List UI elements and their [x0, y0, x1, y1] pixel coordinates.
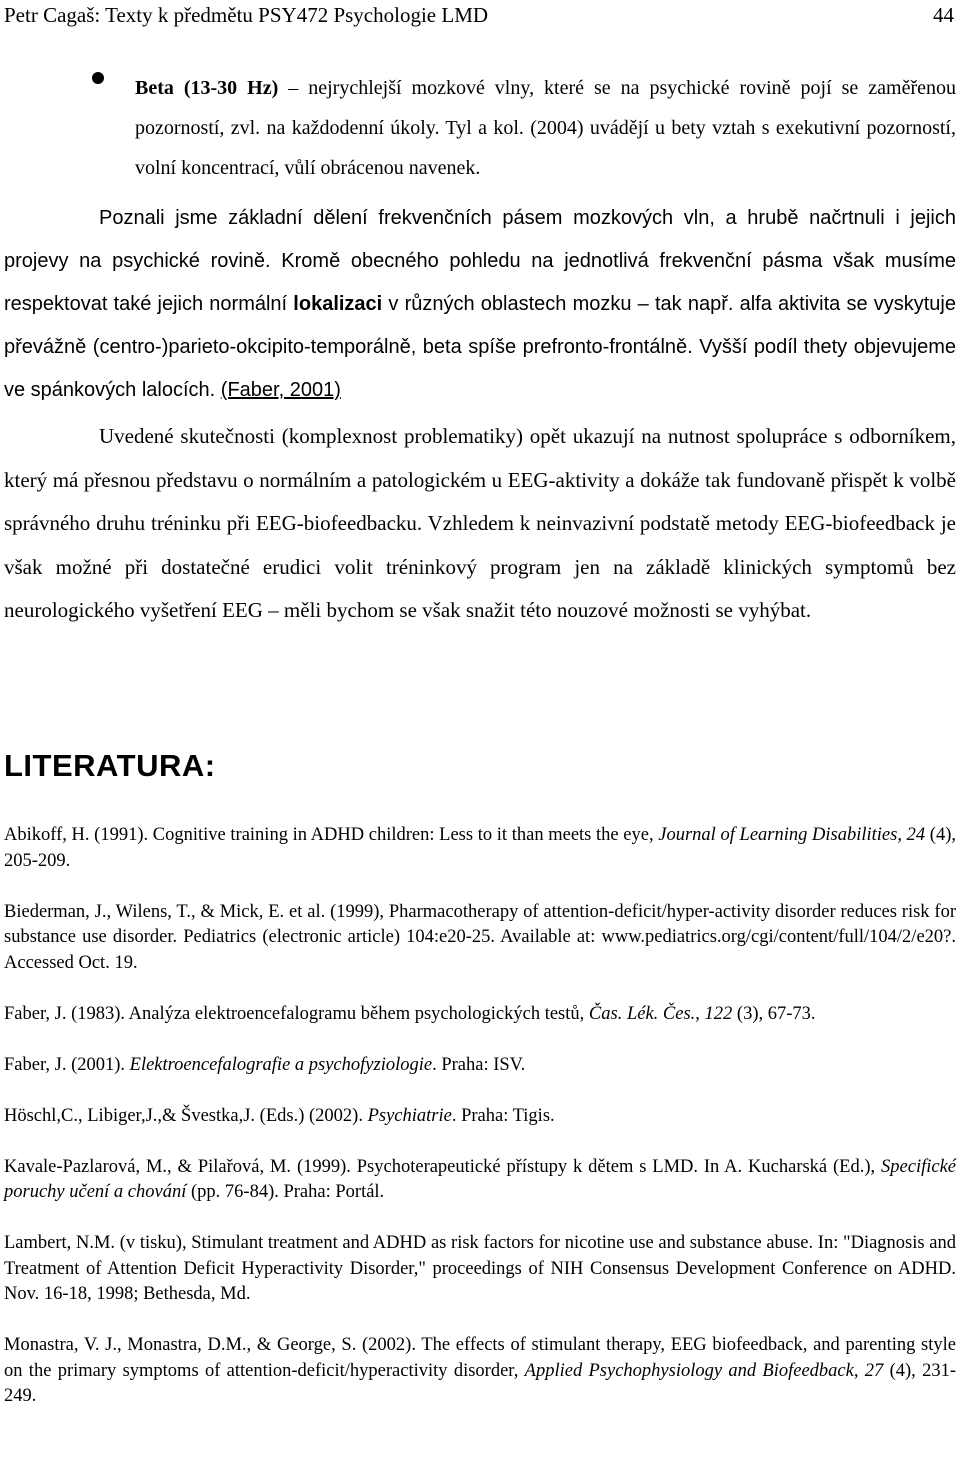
- paragraph-text: Uvedené skutečnosti (komplexnost problematiky) opět ukazují na nutnost spolupráce s odborníkem, který má přesnou představu o normálním a patologickém u EEG-aktivity a dokáže tak fundovaně přispět k volbě správného druhu tréninku při EEG-biofeedbacku. Vzhledem k neinvazivní podstatě metody EEG-biofeedback je však možné při dostatečné erudici volit tréninkový program jen na základě klinických symptomů bez neurologického vyšetření EEG – měli bychom se však snažit této nouzové možnosti se vyhýbat.: [4, 424, 956, 622]
- reference-item: [4, 1231, 956, 1308]
- reference-italic: Čas. Lék. Čes.: [588, 1003, 696, 1024]
- reference-text: Kavale-Pazlarová, M., & Pilařová, M. (1999). Psychoterapeutické přístupy k dětem s LMD. In A. Kucharská (Ed.),: [4, 1156, 882, 1177]
- reference-item: [4, 823, 956, 874]
- beta-term: Beta (13-30 Hz): [135, 77, 279, 99]
- reference-text: Lambert, N.M. (v tisku), Stimulant treatment and ADHD as risk factors for nicotine use and substance abuse. In: "Diagnosis and Treatment of Attention Deficit Hyperactivity Disorder," proceedings of NIH Consensus Development Conference on ADHD. Nov. 16-18, 1998; Bethesda, Md.: [4, 1233, 956, 1304]
- reference-italic: Psychiatrie: [367, 1105, 452, 1126]
- reference-item: [4, 1053, 956, 1079]
- reference-text: Monastra, V. J., Monastra, D.M., & George, S. (2002). The effects of stimulant therapy, EEG biofeedback, and parenting style on the primary symptoms of attention-deficit/hyperactivity disorder,: [4, 1335, 956, 1381]
- reference-list: [4, 823, 956, 1410]
- reference-text: Abikoff, H. (1991). Cognitive training in ADHD children: Less to it than meets the eye,: [4, 825, 659, 845]
- reference-italic: Applied Psychophysiology and Biofeedback, 27: [524, 1360, 884, 1381]
- bullet-dot: [92, 72, 104, 84]
- reference-italic: 122: [704, 1003, 733, 1024]
- page-header: [4, 0, 954, 30]
- reference-text: ,: [695, 1003, 705, 1024]
- reference-italic: Elektroencefalografie a psychofyziologie: [129, 1054, 433, 1075]
- reference-text: Faber, J. (2001).: [4, 1054, 130, 1075]
- header-title: Petr Cagaš: Texty k předmětu PSY472 Psychologie LMD: [4, 2, 489, 27]
- reference-text: . Praha: ISV.: [432, 1054, 526, 1075]
- bold-term-lokalizaci: lokalizaci: [293, 293, 383, 315]
- literature-heading: LITERATURA:: [4, 748, 216, 783]
- paragraph-frequency-bands: [4, 197, 956, 412]
- reference-italic: Journal of Learning Disabilities, 24: [658, 825, 926, 845]
- reference-text: Biederman, J., Wilens, T., & Mick, E. et al. (1999), Pharmacotherapy of attention-deficit/hyper-activity disorder reduces risk for substance use disorder. Pediatrics (electronic article) 104:e20-25. Available at: www.pediatrics.org/cgi/content/full/104/2/e20?. Accessed Oct. 19.: [4, 901, 956, 973]
- reference-item: [4, 900, 956, 977]
- paragraph-eeg-cooperation: [4, 415, 956, 633]
- reference-text: (4), 231-249.: [4, 1360, 956, 1406]
- paragraph-text: v různých oblastech mozku – tak např. alfa aktivita se vyskytuje převážně (centro-)parieto-okcipito-temporálně, beta spíše prefronto-frontálně. Vyšší podíl thety objevujeme ve spánkových lalocích.: [4, 293, 956, 401]
- reference-item: [4, 1104, 956, 1130]
- page-number: 44: [933, 2, 954, 27]
- reference-italic: Specifické poruchy učení a chování: [4, 1156, 956, 1202]
- reference-item: [4, 1333, 956, 1410]
- reference-text: (3), 67-73.: [732, 1003, 816, 1024]
- reference-text: Faber, J. (1983). Analýza elektroencefalogramu během psychologických testů,: [4, 1003, 589, 1024]
- reference-text: (4), 205-209.: [4, 825, 956, 871]
- reference-text: Höschl,C., Libiger,J.,& Švestka,J. (Eds.) (2002).: [4, 1105, 368, 1126]
- reference-item: [4, 1002, 956, 1028]
- bullet-paragraph-beta: [135, 68, 956, 188]
- citation-link[interactable]: (Faber, 2001): [220, 379, 341, 401]
- reference-item: [4, 1155, 956, 1206]
- reference-text: . Praha: Tigis.: [451, 1105, 555, 1126]
- paragraph-text: Poznali jsme základní dělení frekvenčních pásem mozkových vln, a hrubě načrtnuli i jejich projevy na psychické rovině. Kromě obecného pohledu na jednotlivá frekvenční pásma však musíme respektovat také jejich normální: [4, 207, 956, 315]
- beta-description: – nejrychlejší mozkové vlny, které se na psychické rovině pojí se zaměřenou pozorností, zvl. na každodenní úkoly. Tyl a kol. (2004) uvádějí u bety vztah s exekutivní pozorností, volní koncentrací, vůlí obrácenou navenek.: [135, 77, 956, 179]
- reference-text: (pp. 76-84). Praha: Portál.: [186, 1182, 385, 1202]
